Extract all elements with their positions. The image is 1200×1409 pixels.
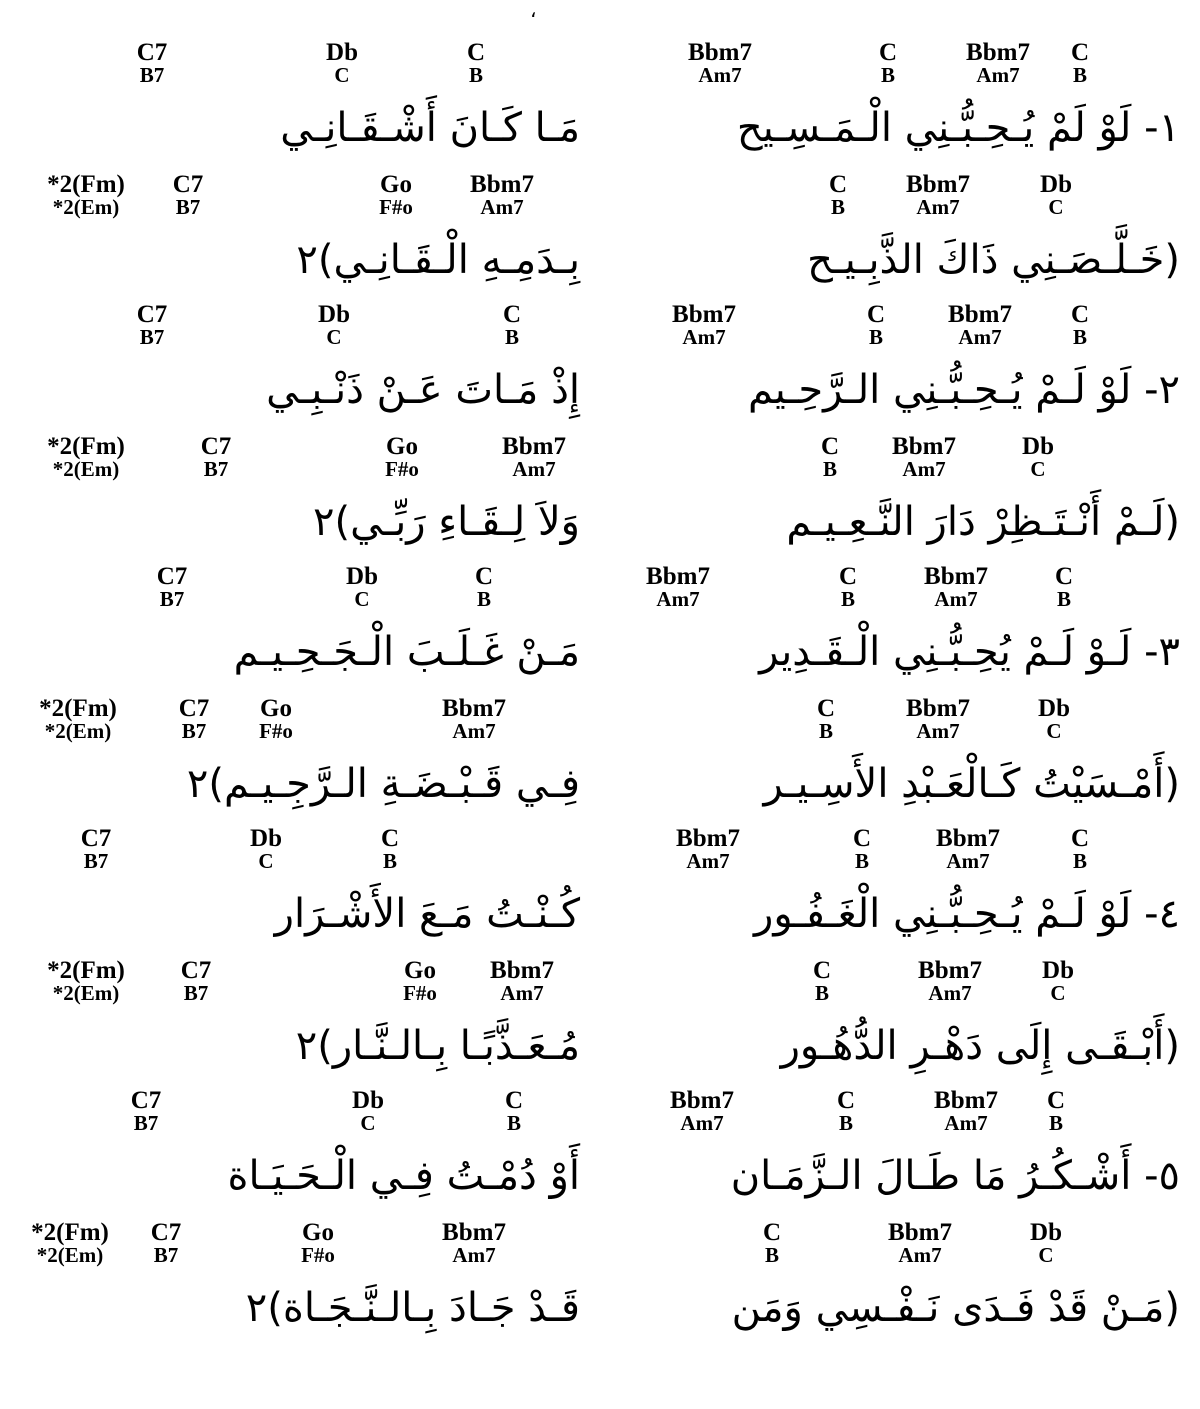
chord-alternate: Am7 <box>934 587 978 611</box>
chord <box>179 696 210 742</box>
chord-original: C <box>820 433 840 460</box>
chord <box>670 1088 734 1134</box>
chord <box>318 302 350 348</box>
chord <box>505 1088 523 1134</box>
verse-5-left <box>20 1088 580 1350</box>
chord <box>853 826 871 872</box>
chord-original: Go <box>404 957 436 984</box>
chord-alternate: Am7 <box>928 981 972 1005</box>
chord-original: C7 <box>130 1087 162 1114</box>
chord-alternate: C <box>1050 981 1066 1005</box>
chord-original: C <box>828 171 848 198</box>
chord-alternate: B7 <box>183 981 209 1005</box>
chord-original: Go <box>260 695 292 722</box>
chord-original: Go <box>386 433 418 460</box>
chord-original: Bbm7 <box>906 695 970 722</box>
chord <box>829 172 847 218</box>
verse-5-right <box>620 1088 1180 1350</box>
chord-original: Db <box>250 825 282 852</box>
chord-alternate: B7 <box>139 63 165 87</box>
chord-alternate: Am7 <box>452 1243 496 1267</box>
lyric-line: أَوْ دُمْـتُ فِـي الْـحَـيَـاة <box>227 1153 580 1199</box>
chord-alternate: C <box>360 1111 376 1135</box>
chord-alternate: Am7 <box>902 457 946 481</box>
chord <box>442 696 506 742</box>
chord-original: Bbm7 <box>442 695 506 722</box>
chord-original: *2(Fm) <box>47 433 125 460</box>
chord <box>1030 1220 1062 1266</box>
chord-alternate: F#o <box>403 981 437 1005</box>
chord <box>936 826 1000 872</box>
chord-original: C <box>504 1087 524 1114</box>
chord-alternate: Am7 <box>500 981 544 1005</box>
chord <box>906 172 970 218</box>
chord-original: C7 <box>156 563 188 590</box>
chord-row <box>20 958 580 1014</box>
chord-alternate: B7 <box>159 587 185 611</box>
lyric-line: (خَـلَّـصَـنِي ذَاكَ الذَّبِـيـح <box>807 237 1180 283</box>
chord-original: C <box>878 39 898 66</box>
chord <box>503 302 521 348</box>
chord-row <box>20 1220 580 1276</box>
chord-alternate: Am7 <box>976 63 1020 87</box>
chord-alternate: B7 <box>133 1111 159 1135</box>
chord-original: Bbm7 <box>672 301 736 328</box>
chord <box>490 958 554 1004</box>
chord-alternate: F#o <box>259 719 293 743</box>
chord-alternate: B <box>830 195 845 219</box>
chord <box>173 172 204 218</box>
chord <box>813 958 831 1004</box>
chord <box>888 1220 952 1266</box>
verse-2-left <box>20 302 580 564</box>
chord <box>1038 696 1070 742</box>
chord-original: C <box>836 1087 856 1114</box>
chord-row <box>620 1088 1180 1144</box>
chord-original: Db <box>1042 957 1074 984</box>
chord-original: C <box>1046 1087 1066 1114</box>
chord-alternate: *2(Em) <box>52 981 120 1005</box>
chord <box>346 564 378 610</box>
chord-original: C7 <box>180 957 212 984</box>
chord-original: Bbm7 <box>888 1219 952 1246</box>
chord-original: Db <box>1030 1219 1062 1246</box>
chord <box>821 434 839 480</box>
chord-row <box>620 40 1180 96</box>
chord-row <box>20 826 580 882</box>
chord-alternate: C <box>326 325 342 349</box>
chord <box>201 434 232 480</box>
chord-alternate: C <box>1038 1243 1054 1267</box>
chord-row <box>620 1220 1180 1276</box>
chord-alternate: B <box>382 849 397 873</box>
chord <box>157 564 188 610</box>
chord-alternate: F#o <box>379 195 413 219</box>
chord <box>250 826 282 872</box>
chord-original: C <box>762 1219 782 1246</box>
chord-alternate: B <box>764 1243 779 1267</box>
chord-alternate: B <box>1072 325 1087 349</box>
chord-original: Db <box>352 1087 384 1114</box>
chord-original: Bbm7 <box>936 825 1000 852</box>
chord <box>475 564 493 610</box>
chord <box>39 696 117 742</box>
chord-original: Bbm7 <box>966 39 1030 66</box>
chord-original: C7 <box>178 695 210 722</box>
lyric-line: مُـعَـذَّبًـا بِـالـنَّـار)٢ <box>295 1023 580 1069</box>
chord-row <box>620 696 1180 752</box>
lyric-line: ٢- لَوْ لَـمْ يُـحِـبُّـنِي الـرَّحِـيم <box>748 367 1180 413</box>
chord <box>1022 434 1054 480</box>
chord <box>502 434 566 480</box>
chord-row <box>620 564 1180 620</box>
chord-original: C7 <box>172 171 204 198</box>
lyric-line: (أَبْـقَـى إِلَى دَهْـرِ الدُّهُـور <box>780 1023 1180 1069</box>
chord-original: Bbm7 <box>670 1087 734 1114</box>
chord <box>1055 564 1073 610</box>
chord <box>467 40 485 86</box>
chord-row <box>620 826 1180 882</box>
chord-alternate: B <box>880 63 895 87</box>
chord-alternate: *2(Em) <box>52 195 120 219</box>
chord-original: C <box>474 563 494 590</box>
chord <box>137 40 168 86</box>
chord-original: Bbm7 <box>948 301 1012 328</box>
chord <box>966 40 1030 86</box>
chord-alternate: C <box>1030 457 1046 481</box>
chord <box>259 696 293 742</box>
chord <box>181 958 212 1004</box>
chord <box>47 434 125 480</box>
chord <box>688 40 752 86</box>
chord-alternate: Am7 <box>682 325 726 349</box>
verse-1-left <box>20 40 580 302</box>
chord-original: Bbm7 <box>906 171 970 198</box>
chord-original: C7 <box>150 1219 182 1246</box>
chord <box>676 826 740 872</box>
chord <box>326 40 358 86</box>
chord-alternate: B <box>854 849 869 873</box>
chord-alternate: C <box>1046 719 1062 743</box>
chord-original: Bbm7 <box>892 433 956 460</box>
chord-alternate: B <box>838 1111 853 1135</box>
chord-alternate: Am7 <box>958 325 1002 349</box>
chord-alternate: B <box>868 325 883 349</box>
chord-original: C <box>838 563 858 590</box>
chord <box>47 958 125 1004</box>
chord-original: C7 <box>200 433 232 460</box>
chord <box>1040 172 1072 218</box>
chord-original: Bbm7 <box>688 39 752 66</box>
chord <box>934 1088 998 1134</box>
chord-original: Db <box>1038 695 1070 722</box>
chord-original: C <box>1070 825 1090 852</box>
lyric-line: ١- لَوْ لَمْ يُـحِـبُّـنِي الْـمَـسِـيح <box>736 105 1180 151</box>
chord-alternate: B <box>818 719 833 743</box>
chord-original: *2(Fm) <box>31 1219 109 1246</box>
chord-alternate: F#o <box>385 457 419 481</box>
lyric-line: مَـنْ غَـلَـبَ الْـجَـحِـيـم <box>233 629 580 675</box>
chord-alternate: B7 <box>175 195 201 219</box>
chord-row <box>20 302 580 358</box>
verse-4-left <box>20 826 580 1088</box>
chord <box>837 1088 855 1134</box>
chord-alternate: *2(Em) <box>52 457 120 481</box>
chord <box>1047 1088 1065 1134</box>
chord <box>1071 40 1089 86</box>
chord-alternate: Am7 <box>946 849 990 873</box>
chord-row <box>20 1088 580 1144</box>
chord-original: Bbm7 <box>502 433 566 460</box>
chord <box>646 564 710 610</box>
chord <box>817 696 835 742</box>
chord-alternate: B <box>1072 849 1087 873</box>
chord-alternate: *2(Em) <box>36 1243 104 1267</box>
chord-original: Db <box>1040 171 1072 198</box>
chord <box>137 302 168 348</box>
chord-alternate: Am7 <box>656 587 700 611</box>
verse-4-right <box>620 826 1180 1088</box>
chord <box>385 434 419 480</box>
chord-alternate: C <box>1048 195 1064 219</box>
chord-alternate: *2(Em) <box>44 719 112 743</box>
chord-original: C <box>502 301 522 328</box>
lyric-line: كُـنْـتُ مَـعَ الأَشْـرَار <box>274 891 580 937</box>
lyric-line: (أَمْـسَيْتُ كَـالْعَـبْدِ الأَسِـيـر <box>763 761 1180 807</box>
chord-alternate: B <box>1048 1111 1063 1135</box>
chord-alternate: B <box>814 981 829 1005</box>
chord-row <box>20 564 580 620</box>
chord <box>131 1088 162 1134</box>
chord <box>442 1220 506 1266</box>
chord <box>31 1220 109 1266</box>
chord-alternate: Am7 <box>916 719 960 743</box>
chord-alternate: B <box>822 457 837 481</box>
lyric-line: ٤- لَوْ لَـمْ يُـحِـبُّـنِي الْغَـفُـور <box>754 891 1180 937</box>
chord-alternate: Am7 <box>480 195 524 219</box>
lyric-line: فِـي قَـبْـضَـةِ الـرَّجِـيـم)٢ <box>186 761 580 807</box>
chord-row <box>620 958 1180 1014</box>
chord <box>672 302 736 348</box>
chord-alternate: B7 <box>153 1243 179 1267</box>
chord-row <box>620 434 1180 490</box>
chord-original: Db <box>1022 433 1054 460</box>
chord <box>1042 958 1074 1004</box>
chord-alternate: Am7 <box>686 849 730 873</box>
chord-original: Db <box>346 563 378 590</box>
chord-original: Bbm7 <box>442 1219 506 1246</box>
chord-alternate: Am7 <box>680 1111 724 1135</box>
chord <box>301 1220 335 1266</box>
chord-row <box>20 40 580 96</box>
chord-alternate: B <box>504 325 519 349</box>
chord <box>839 564 857 610</box>
chord <box>381 826 399 872</box>
chord <box>924 564 988 610</box>
chord <box>948 302 1012 348</box>
chord <box>918 958 982 1004</box>
chord-original: *2(Fm) <box>47 171 125 198</box>
lyric-line: إِذْ مَـاتَ عَـنْ ذَنْـبِـي <box>266 367 580 413</box>
chord-alternate: B7 <box>203 457 229 481</box>
chord-original: C <box>380 825 400 852</box>
verse-1-right <box>620 40 1180 302</box>
chord-original: C <box>1054 563 1074 590</box>
chord <box>879 40 897 86</box>
lyric-line: قَـدْ جَـادَ بِـالـنَّـجَـاة)٢ <box>245 1285 580 1331</box>
chord-original: Go <box>380 171 412 198</box>
chord <box>47 172 125 218</box>
chord-alternate: B7 <box>83 849 109 873</box>
chord-row <box>20 696 580 752</box>
chord-original: C <box>812 957 832 984</box>
chord-row <box>620 172 1180 228</box>
chord-alternate: B7 <box>181 719 207 743</box>
chord-alternate: B7 <box>139 325 165 349</box>
verse-3-right <box>620 564 1180 826</box>
lyric-line: وَلاَ لِـقَـاءِ رَبِّـي)٢ <box>312 499 580 545</box>
chord-original: C <box>1070 39 1090 66</box>
chord-alternate: Am7 <box>944 1111 988 1135</box>
chord-original: C7 <box>136 39 168 66</box>
chord-alternate: B <box>1072 63 1087 87</box>
chord-alternate: Am7 <box>916 195 960 219</box>
chord-original: Db <box>326 39 358 66</box>
chord-alternate: B <box>468 63 483 87</box>
chord <box>763 1220 781 1266</box>
chord-original: C7 <box>80 825 112 852</box>
chord-alternate: F#o <box>301 1243 335 1267</box>
chord-alternate: C <box>354 587 370 611</box>
chord-original: Bbm7 <box>646 563 710 590</box>
chord <box>379 172 413 218</box>
chord-alternate: B <box>1056 587 1071 611</box>
chord-original: Bbm7 <box>918 957 982 984</box>
verse-3-left <box>20 564 580 826</box>
chord <box>470 172 534 218</box>
lyric-line: (مَـنْ قَدْ فَـدَى نَـفْـسِي وَمَن <box>731 1285 1180 1331</box>
chord-original: Bbm7 <box>934 1087 998 1114</box>
chord <box>403 958 437 1004</box>
chord-alternate: Am7 <box>898 1243 942 1267</box>
chord <box>892 434 956 480</box>
chord <box>1071 302 1089 348</box>
chord <box>81 826 112 872</box>
chord <box>151 1220 182 1266</box>
chord-row <box>20 434 580 490</box>
chord <box>906 696 970 742</box>
chord-alternate: B <box>840 587 855 611</box>
chord-alternate: B <box>476 587 491 611</box>
lyric-line: ٣- لَـوْ لَـمْ يُحِـبُّـنِي الْـقَـدِير <box>759 629 1180 675</box>
chord-alternate: Am7 <box>452 719 496 743</box>
chord-original: Db <box>318 301 350 328</box>
chord-original: Bbm7 <box>676 825 740 852</box>
chord-original: C <box>816 695 836 722</box>
chord-original: C <box>866 301 886 328</box>
chord-original: Bbm7 <box>490 957 554 984</box>
lyric-line: مَـا كَـانَ أَشْـقَـانِـي <box>280 105 580 151</box>
lyric-line: ٥- أَشْـكُـرُ مَا طَـالَ الـزَّمَـان <box>730 1153 1180 1199</box>
chord <box>352 1088 384 1134</box>
chord-original: C <box>1070 301 1090 328</box>
chord-original: Bbm7 <box>470 171 534 198</box>
chord <box>1071 826 1089 872</box>
chord-alternate: Am7 <box>698 63 742 87</box>
chord-row <box>620 302 1180 358</box>
lyric-line: بِـدَمِـهِ الْـقَـانِـي)٢ <box>296 237 580 283</box>
top-mark: ، <box>530 0 537 22</box>
chord-row <box>20 172 580 228</box>
chord-original: *2(Fm) <box>39 695 117 722</box>
chord-alternate: C <box>334 63 350 87</box>
chord-original: C <box>466 39 486 66</box>
chord-original: Go <box>302 1219 334 1246</box>
chord-alternate: B <box>506 1111 521 1135</box>
chord-original: C7 <box>136 301 168 328</box>
lyric-line: (لَـمْ أَنْـتَـظِرْ دَارَ النَّـعِـيـم <box>786 499 1180 545</box>
verse-2-right <box>620 302 1180 564</box>
chord <box>867 302 885 348</box>
chord-original: C <box>852 825 872 852</box>
chord-original: Bbm7 <box>924 563 988 590</box>
chord-original: *2(Fm) <box>47 957 125 984</box>
chord-alternate: Am7 <box>512 457 556 481</box>
chord-alternate: C <box>258 849 274 873</box>
